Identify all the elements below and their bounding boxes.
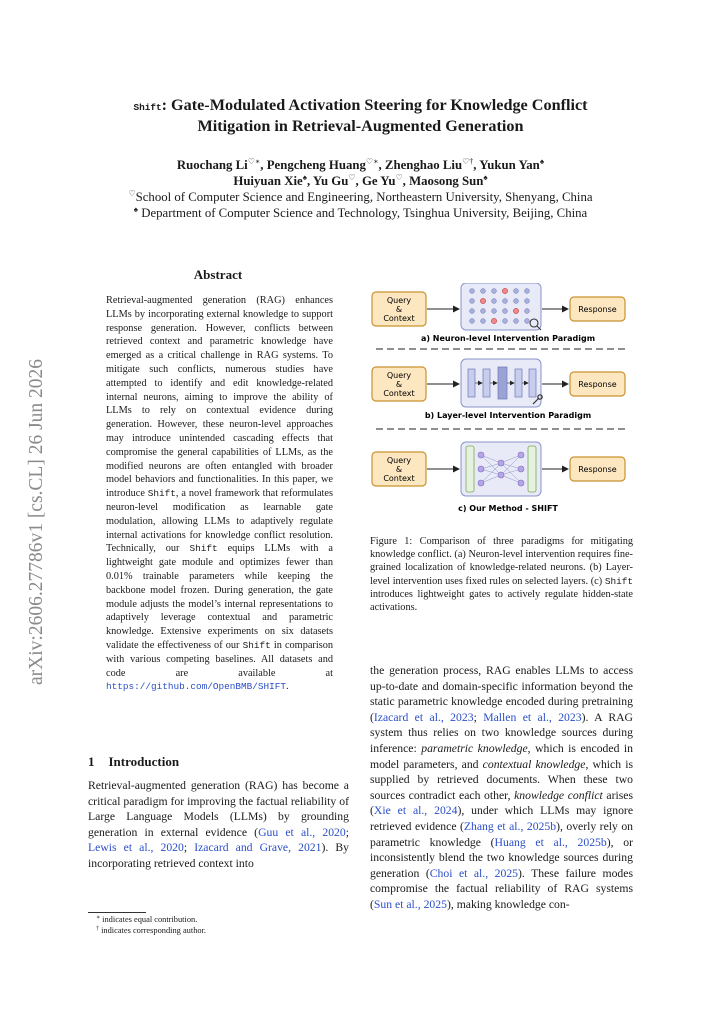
author-block (60, 157, 661, 221)
intro-paragraph-right (370, 663, 633, 913)
author: Ruochang Li (176, 158, 248, 172)
affiliation-mark: ♡ (128, 189, 136, 198)
emphasis: knowledge conflict (514, 788, 603, 802)
citation-link[interactable]: Lewis et al., 2020 (88, 841, 184, 855)
footnote-mark: ∗ (96, 915, 101, 921)
arxiv-id: arXiv:2606.27786v1 [cs.CL] 26 Jun 2026 (26, 358, 47, 685)
author-mark: ♡ (395, 173, 403, 182)
author: Yu Gu (312, 174, 349, 188)
citation-link[interactable]: Xie et al., 2024 (373, 804, 458, 818)
affiliation-text: School of Computer Science and Engineering, Northeastern University, Shenyang, China (135, 190, 593, 204)
body-text: ; (183, 841, 195, 855)
title-line2: Mitigation in Retrieval-Augmented Generation (197, 117, 524, 135)
body-text: , which is encoded in model parameters, and (370, 741, 634, 771)
title-line1: : Gate-Modulated Activation Steering for Knowledge Conflict (161, 96, 588, 114)
panel-label: a) Neuron-level Intervention Paradigm (420, 334, 596, 343)
caption-text: Comparison of three paradigms for mitigating knowledge conflict. (a) Neuron-level intervention requires fine-grained localization of knowledge-related neurons. (b) Layer-level intervention uses fixed rules on selected layers. (c) (370, 536, 633, 587)
footnote-text: indicates equal contribution. (100, 915, 198, 924)
panel-label: c) Our Method - SHIFT (458, 504, 558, 513)
body-text: ). These failure modes compromise the factual reliability of RAG systems ( (370, 866, 634, 911)
body-text: arises ( (370, 788, 634, 818)
author: Yukun Yan (479, 158, 540, 172)
emphasis: parametric knowledge (421, 741, 528, 755)
author: Ge Yu (361, 174, 396, 188)
section-heading (88, 754, 348, 770)
input-label: Context (383, 474, 415, 483)
body-text: , which is supplied by retrieved documents. When these two sources contradict each other, (370, 757, 634, 802)
figure-caption (370, 535, 633, 614)
author: Maosong Sun (409, 174, 484, 188)
citation-link[interactable]: Zhang et al., 2025b (463, 819, 557, 833)
emphasis: contextual knowledge (482, 757, 586, 771)
response-label: Response (578, 380, 617, 389)
arxiv-stamp (20, 300, 50, 700)
citation-link[interactable]: Izacard and Grave, 2021 (194, 841, 322, 855)
input-label: Query (386, 296, 412, 305)
caption-text: introduces lightweight gates to actively regulate hidden-state activations. (370, 588, 633, 614)
citation-link[interactable]: Sun et al., 2025 (373, 897, 447, 911)
affiliation-mark: ♠ (133, 205, 139, 214)
citation-link[interactable]: Mallen et al., 2023 (483, 710, 582, 724)
response-label: Response (578, 305, 617, 314)
citation-link[interactable]: Huang et al., 2025b (494, 835, 607, 849)
input-label: Query (386, 371, 412, 380)
abstract-part: . (286, 681, 289, 693)
affiliation-2 (60, 205, 661, 221)
body-text: ), or inconsistently blend the two knowledge sources during generation ( (370, 835, 634, 880)
body-text: ), under which LLMs may ignore retrieved evidence ( (370, 804, 634, 833)
footnotes (96, 914, 356, 936)
author-mark: ♠ (539, 157, 545, 166)
method-name: Shift (604, 575, 633, 587)
caption-label: Figure 1: (370, 536, 413, 547)
body-text: ). By incorporating retrieved context into (88, 841, 350, 870)
body-text: ; (345, 825, 349, 839)
input-label: & (395, 380, 403, 389)
method-name: Shift (189, 543, 218, 555)
input-label: Query (386, 456, 412, 465)
body-text: ). A RAG system thus relies on two knowledge sources during inference: (370, 710, 634, 755)
abstract-part: equips LLMs with a lightweight gate module and optimizes fewer than 0.01% trainable parameters while keeping the backbone model frozen. During generation, the gate module adjusts the model’s internal representations to adaptively leverage contextual and parametric knowledge. Extensive experiments on six datasets validate the effectiveness of our (106, 543, 333, 651)
figure-1 (368, 283, 632, 521)
input-label: & (395, 305, 403, 314)
abstract-part: , a novel framework that reformulates neuron-level modification as learnable gate modulation, allowing LLMs to adaptively regulate internal activations for knowledge conflict resolution. Technically, our (106, 488, 333, 555)
body-text: ; (473, 710, 484, 724)
footnote-2 (96, 925, 356, 936)
author: Huiyuan Xie (233, 174, 303, 188)
author: Pengcheng Huang (266, 158, 366, 172)
author-mark: ♡∗ (365, 157, 379, 166)
body-text: the generation process, RAG enables LLMs to access up-to-date and domain-specific information beyond the static parametric knowledge encoded during pretraining ( (370, 664, 633, 724)
author-mark: ♡ (348, 173, 356, 182)
response-label: Response (578, 465, 617, 474)
panel-b (372, 359, 626, 429)
paper-title (60, 96, 661, 136)
intro-paragraph-left (88, 778, 349, 872)
footnote-text: indicates corresponding author. (99, 926, 206, 935)
affiliation-text: Department of Computer Science and Technology, Tsinghua University, Beijing, China (138, 206, 588, 220)
method-name: Shift (147, 488, 176, 500)
author-mark: ♡∗ (247, 157, 261, 166)
method-name: Shift (133, 102, 162, 113)
input-label: Context (383, 389, 415, 398)
input-label: Context (383, 314, 415, 323)
panel-c (372, 442, 625, 513)
body-text: ), making knowledge con- (446, 897, 570, 911)
citation-link[interactable]: Choi et al., 2025 (429, 866, 519, 880)
abstract-part: Retrieval-augmented generation (RAG) enhances LLMs by incorporating external knowledge to support response generation. However, conflicts between retrieved context and parametric knowledge have emerged as a critical challenge in RAG systems. To mitigate such conflicts, numerous studies have attempted to identify and edit knowledge-related internal neurons, aiming to improve the ability of LLMs to rely on contextual evidence during generation. However, these neuron-level approaches may introduce unintended cascading effects that compromise the general capabilities of LLMs, as the modified neurons are often entangled with broader model behaviors and functionalities. In this paper, we introduce (106, 295, 333, 500)
abstract-heading: Abstract (193, 267, 243, 282)
author-mark: ♠ (302, 173, 307, 182)
body-text: Retrieval-augmented generation (RAG) has become a critical paradigm for improving the factual reliability of Large Language Models (LLMs) by grounding generation in external evidence ( (88, 779, 349, 839)
abstract-part: in comparison with various competing baselines. All datasets and code are available at (106, 639, 334, 679)
panel-label: b) Layer-level Intervention Paradigm (424, 411, 592, 420)
section-title: Introduction (108, 754, 180, 769)
method-name: Shift (242, 639, 271, 651)
body-text: ), overly rely on parametric knowledge ( (370, 819, 634, 849)
footnote-rule (88, 912, 146, 913)
code-link[interactable]: https://github.com/OpenBMB/SHIFT (106, 681, 287, 693)
author-line-1: Ruochang Li♡∗, Pengcheng Huang♡∗, Zhenghao Liu♡†, Yukun Yan♠ (176, 157, 545, 172)
footnote-1 (96, 914, 356, 925)
abstract-text (106, 294, 333, 694)
footnote-mark: † (96, 926, 99, 932)
author-mark: ♠ (483, 173, 488, 182)
affiliation-1 (60, 189, 661, 205)
section-number: 1 (88, 754, 95, 769)
citation-link[interactable]: Izacard et al., 2023 (373, 710, 474, 724)
author-line-2: Huiyuan Xie♠, Yu Gu♡, Ge Yu♡, Maosong Sun♠ (233, 173, 488, 188)
author-mark: ♡† (462, 157, 474, 166)
input-label: & (395, 465, 403, 474)
citation-link[interactable]: Guu et al., 2020 (258, 825, 346, 839)
author: Zhenghao Liu (384, 158, 463, 172)
panel-a (372, 283, 626, 349)
